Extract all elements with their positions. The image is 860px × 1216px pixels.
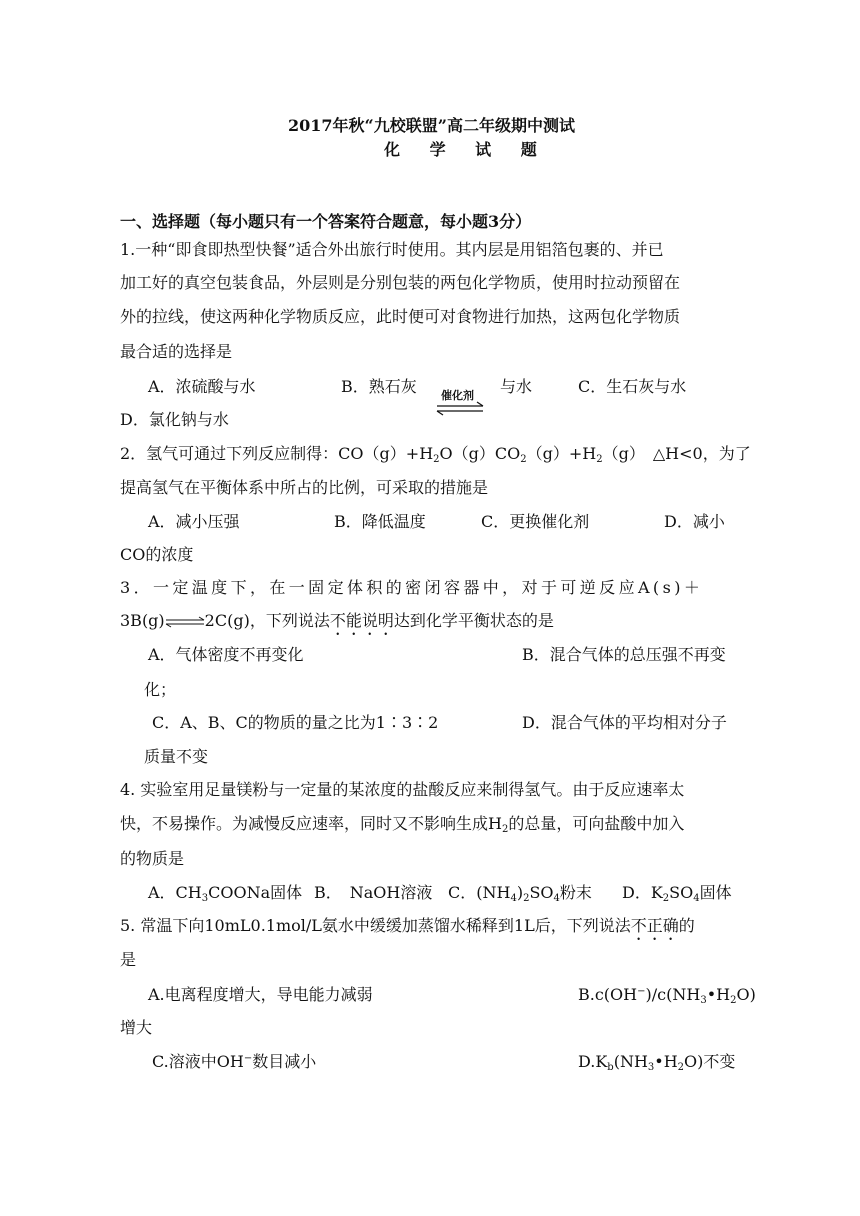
- q3-option-a: A．气体密度不再变化: [148, 645, 304, 664]
- q5-option-b-tail: 增大: [120, 1018, 153, 1037]
- q2-text: （g）+H: [526, 444, 597, 463]
- q1-option-b: B．熟石灰: [341, 377, 417, 396]
- q1-line-1: 1.一种“即食即热型快餐”适合外出旅行时使用。其内层是用铝箔包裹的、并已: [120, 240, 664, 259]
- q2-line-1: [120, 444, 751, 464]
- q5-text: O)不变: [684, 1052, 736, 1071]
- q5-text: B.c(OH: [578, 985, 638, 1004]
- q2-text: O（g）CO: [439, 444, 521, 463]
- q4-sub: 4: [510, 893, 517, 904]
- q1-line-2: 加工好的真空包装食品，外层则是分别包装的两包化学物质，使用时拉动预留在: [120, 273, 681, 292]
- q5-emphasis: 不正确: [630, 916, 679, 935]
- q4-text: 快，不易操作。为减慢反应速率，同时又不影响生成H: [120, 814, 502, 833]
- q3-line-2: [120, 611, 554, 639]
- q5-text: (NH: [613, 1052, 648, 1071]
- catalyst-label: 催化剂: [441, 389, 474, 402]
- q4-text: A．CH: [148, 883, 202, 902]
- q4-sub: 4: [553, 893, 560, 904]
- q5-sub: 3: [700, 995, 707, 1006]
- q2-text: 2．氢气可通过下列反应制得：CO（g）+H: [120, 444, 434, 463]
- q5-option-b: [578, 985, 756, 1005]
- exam-subtitle: 化 学 试 题: [384, 140, 549, 159]
- q2-option-d: D．减小: [664, 512, 725, 531]
- q4-sub: 2: [662, 893, 670, 904]
- q2-sub: 2: [433, 454, 440, 465]
- q4-sub: 4: [693, 893, 700, 904]
- q5-sup: −: [243, 1053, 253, 1064]
- q5-text: )/c(NH: [645, 985, 701, 1004]
- q3-option-d-tail: 质量不变: [144, 747, 209, 766]
- q2-sub: 2: [520, 454, 527, 465]
- q4-text: 的总量，可向盐酸中加入: [508, 814, 685, 833]
- q2-option-b: B．降低温度: [334, 512, 426, 531]
- q3-text: 3B(g): [120, 611, 165, 630]
- q4-text: SO: [669, 883, 694, 902]
- q2-text: （g） △H<0，为了: [602, 444, 751, 463]
- q4-line-1: 4. 实验室用足量镁粉与一定量的某浓度的盐酸反应来制得氢气。由于反应速率太: [120, 780, 685, 799]
- q5-option-a: A.电离程度增大，导电能力减弱: [148, 985, 373, 1004]
- q5-option-d: [578, 1052, 735, 1072]
- q5-sub: 2: [730, 995, 737, 1006]
- q4-text: ): [516, 883, 524, 902]
- q4-sub: 2: [501, 824, 509, 835]
- q4-text: 固体: [699, 883, 732, 902]
- q3-line-1: 3．一定温度下，在一固定体积的密闭容器中，对于可逆反应A(s)＋: [120, 578, 704, 597]
- q4-text: 粉末: [559, 883, 592, 902]
- q3-emphasis: 不能说明: [329, 611, 394, 630]
- q4-sub: 3: [201, 893, 209, 904]
- q3-text: 2C(g)，下列说法: [204, 611, 330, 630]
- q2-option-c: C．更换催化剂: [481, 512, 590, 531]
- equilibrium-arrow-icon: [435, 390, 485, 416]
- q2-option-a: A．减小压强: [148, 512, 240, 531]
- q5-text: •H: [706, 985, 731, 1004]
- reversible-arrow-icon: [165, 614, 205, 626]
- q3-text: 达到化学平衡状态的是: [393, 611, 554, 630]
- q4-text: D．K: [622, 883, 663, 902]
- q4-line-2: [120, 814, 684, 834]
- q5-option-c: [152, 1052, 316, 1072]
- q5-text: •H: [654, 1052, 678, 1071]
- q3-option-b: B．混合气体的总压强不再变: [522, 645, 726, 664]
- q5-text: D.K: [578, 1052, 608, 1071]
- q5-text: 5. 常温下向10mL0.1mol/L氨水中缓缓加蒸馏水稀释到1L后，下列说法: [120, 916, 631, 935]
- q2-sub: 2: [596, 454, 603, 465]
- q5-sub: 2: [677, 1062, 685, 1073]
- catalyst-equilibrium-arrow: [435, 390, 485, 416]
- q5-text: C.溶液中OH: [152, 1052, 244, 1071]
- q5-text: 数目减小: [252, 1052, 317, 1071]
- q5-line-1: [120, 916, 695, 944]
- q1-line-4: 最合适的选择是: [120, 342, 233, 361]
- q5-line-2: 是: [120, 950, 137, 969]
- q4-text: SO: [529, 883, 554, 902]
- q4-line-3: 的物质是: [120, 849, 185, 868]
- q3-option-b-tail: 化；: [144, 680, 177, 699]
- q1-option-a: A．浓硫酸与水: [148, 377, 256, 396]
- q2-option-d-tail: CO的浓度: [120, 545, 194, 564]
- q1-line-3: 外的拉线，使这两种化学物质反应，此时便可对食物进行加热，这两包化学物质: [120, 307, 681, 326]
- q1-option-b-tail: 与水: [500, 377, 533, 396]
- section-heading: 一、选择题（每小题只有一个答案符合题意，每小题3分）: [120, 212, 532, 231]
- q1-option-c: C．生石灰与水: [578, 377, 687, 396]
- q4-text: COONa固体: [208, 883, 303, 902]
- q4-option-c: [448, 883, 592, 903]
- q5-sub: 3: [647, 1062, 655, 1073]
- q1-option-d: D．氯化钠与水: [120, 410, 229, 429]
- q4-sub: 2: [523, 893, 530, 904]
- q3-option-c: C．A、B、C的物质的量之比为1∶3∶2: [152, 713, 439, 732]
- q4-option-d: [622, 883, 732, 903]
- q5-text: O): [736, 985, 756, 1004]
- q3-option-d: D．混合气体的平均相对分子: [522, 713, 727, 732]
- q4-option-a: [148, 883, 302, 903]
- q5-text: 的: [678, 916, 695, 935]
- exam-title: 2017年秋“九校联盟”高二年级期中测试: [288, 116, 575, 135]
- q2-line-2: 提高氢气在平衡体系中所占的比例，可采取的措施是: [120, 478, 489, 497]
- q4-text: C．(NH: [448, 883, 511, 902]
- q5-sup: −: [637, 986, 646, 997]
- q4-option-b: B． NaOH溶液: [314, 883, 433, 902]
- q5-sub: b: [607, 1062, 614, 1073]
